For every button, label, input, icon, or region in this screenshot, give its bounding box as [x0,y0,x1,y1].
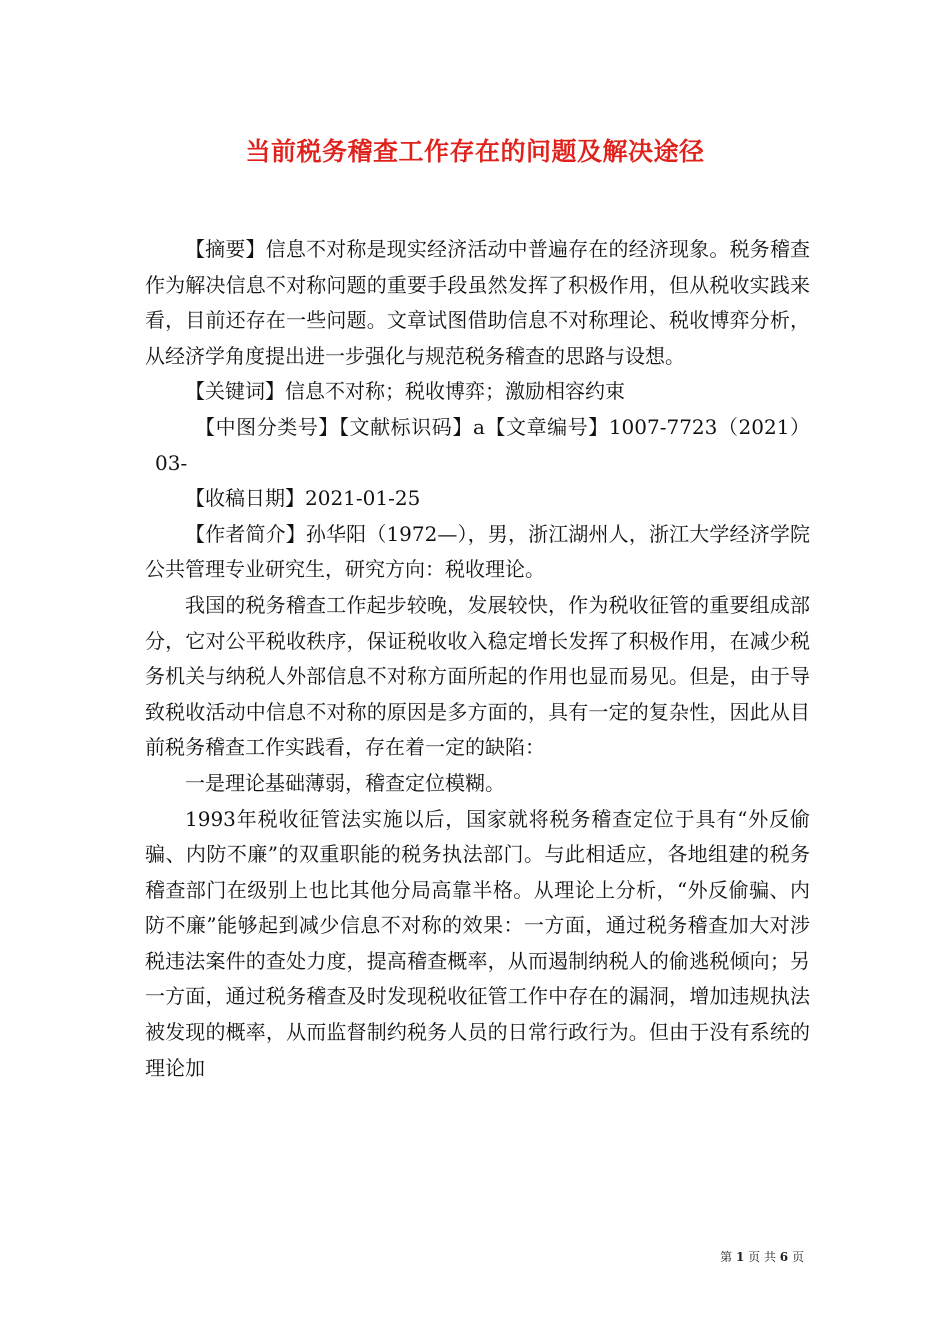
document-title: 当前税务稽查工作存在的问题及解决途径 [245,137,705,166]
keywords-paragraph: 【关键词】信息不对称；税收博弈；激励相容约束 [185,379,625,404]
current-page-number: 1 [735,1250,745,1264]
abstract-paragraph: 【摘要】信息不对称是现实经济活动中普遍存在的经济现象。税务稽查作为解决信息不对称问题的重要手段虽然发挥了积极作用，但从税收实践来看，目前还存在一些问题。文章试图借助信息不对称理论、税收博弈分析，从经济学角度提出进一步强化与规范税务稽查的思路与设想。 [145,237,810,368]
document-body [145,232,810,1086]
received-date-paragraph: 【收稿日期】2021-01-25 [185,486,421,511]
classification-paragraph: 【中图分类号】【文献标识码】a【文章编号】1007-7723（2021）03- [155,414,810,475]
author-bio-paragraph: 【作者简介】孙华阳（1972—），男，浙江湖州人，浙江大学经济学院公共管理专业研究生，研究方向：税收理论。 [145,521,810,582]
footer-prefix: 第 [720,1250,733,1264]
footer-suffix: 页 [791,1250,804,1264]
body-paragraph: 1993年税收征管法实施以后，国家就将税务稽查定位于具有“外反偷骗、内防不廉”的双重职能的税务执法部门。与此相适应，各地组建的税务稽查部门在级别上也比其他分局高靠半格。从理论上分析，“外反偷骗、内防不廉”能够起到减少信息不对称的效果：一方面，通过税务稽查加大对涉税违法案件的查处力度，提高稽查概率，从而遏制纳税人的偷逃税倾向；另一方面，通过税务稽查及时发现税收征管工作中存在的漏洞，增加违规执法被发现的概率，从而监督制约税务人员的日常行政行为。但由于没有系统的理论加 [145,806,810,1080]
total-page-count: 6 [779,1250,789,1264]
page-number-footer [720,1248,804,1265]
body-paragraph: 我国的税务稽查工作起步较晚，发展较快，作为税收征管的重要组成部分，它对公平税收秩序，保证税收收入稳定增长发挥了积极作用，在减少税务机关与纳税人外部信息不对称方面所起的作用也显而易见。但是，由于导致税收活动中信息不对称的原因是多方面的，具有一定的复杂性，因此从目前税务稽查工作实践看，存在着一定的缺陷： [145,592,810,760]
body-paragraph: 一是理论基础薄弱，稽查定位模糊。 [185,770,505,795]
footer-middle: 页 共 [748,1250,776,1264]
